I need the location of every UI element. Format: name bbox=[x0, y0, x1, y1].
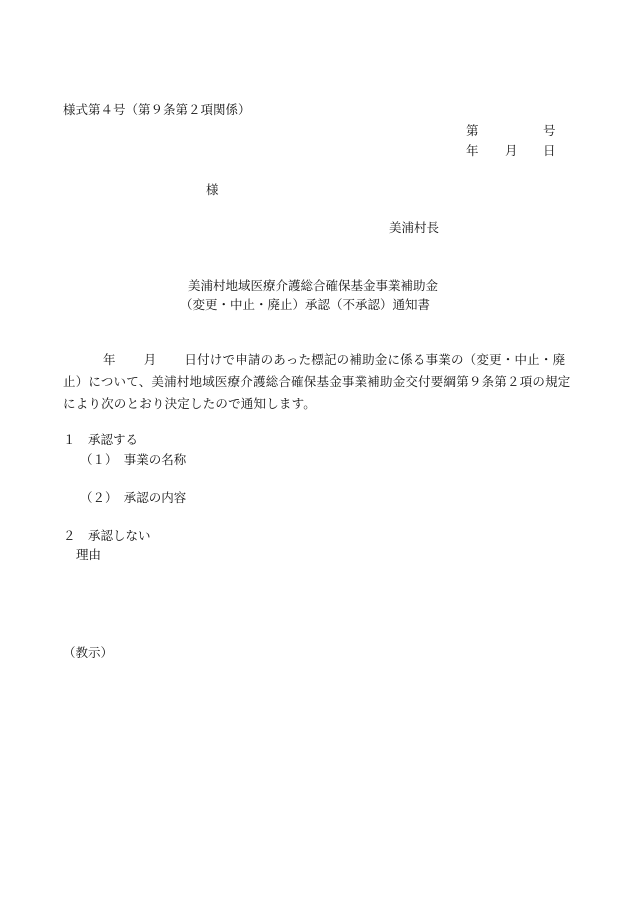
date-day: 日 bbox=[543, 143, 556, 158]
title-line-2: （変更・中止・廃止）承認（不承認）通知書 bbox=[180, 297, 431, 312]
item-approve-name: （１） 事業の名称 bbox=[80, 452, 187, 467]
addressee-suffix: 様 bbox=[206, 182, 219, 197]
form-label: 様式第４号（第９条第２項関係） bbox=[63, 102, 251, 117]
item-reject-reason: 理由 bbox=[76, 547, 102, 562]
body-year: 年 bbox=[103, 352, 116, 367]
item-approve-content: （２） 承認の内容 bbox=[80, 490, 187, 505]
date-month: 月 bbox=[505, 143, 518, 158]
title-line-1: 美浦村地域医療介護総合確保基金事業補助金 bbox=[188, 278, 439, 293]
instruction-label: （教示） bbox=[63, 645, 114, 660]
body-month: 月 bbox=[143, 352, 157, 367]
sender: 美浦村長 bbox=[389, 220, 440, 235]
number-prefix: 第 bbox=[466, 123, 479, 138]
body-text: 日付けで申請のあった標記の補助金に係る事業の（変更・中止・廃止）について、美浦村地域医療介護総合確保基金事業補助金交付要綱第９条第２項の規定により次のとおり決定したので通知します。 bbox=[63, 352, 571, 411]
body-paragraph bbox=[63, 349, 583, 415]
item-reject: ２ 承認しない bbox=[63, 528, 151, 543]
item-approve: １ 承認する bbox=[63, 432, 139, 447]
number-suffix: 号 bbox=[543, 123, 556, 138]
date-year: 年 bbox=[466, 143, 479, 158]
